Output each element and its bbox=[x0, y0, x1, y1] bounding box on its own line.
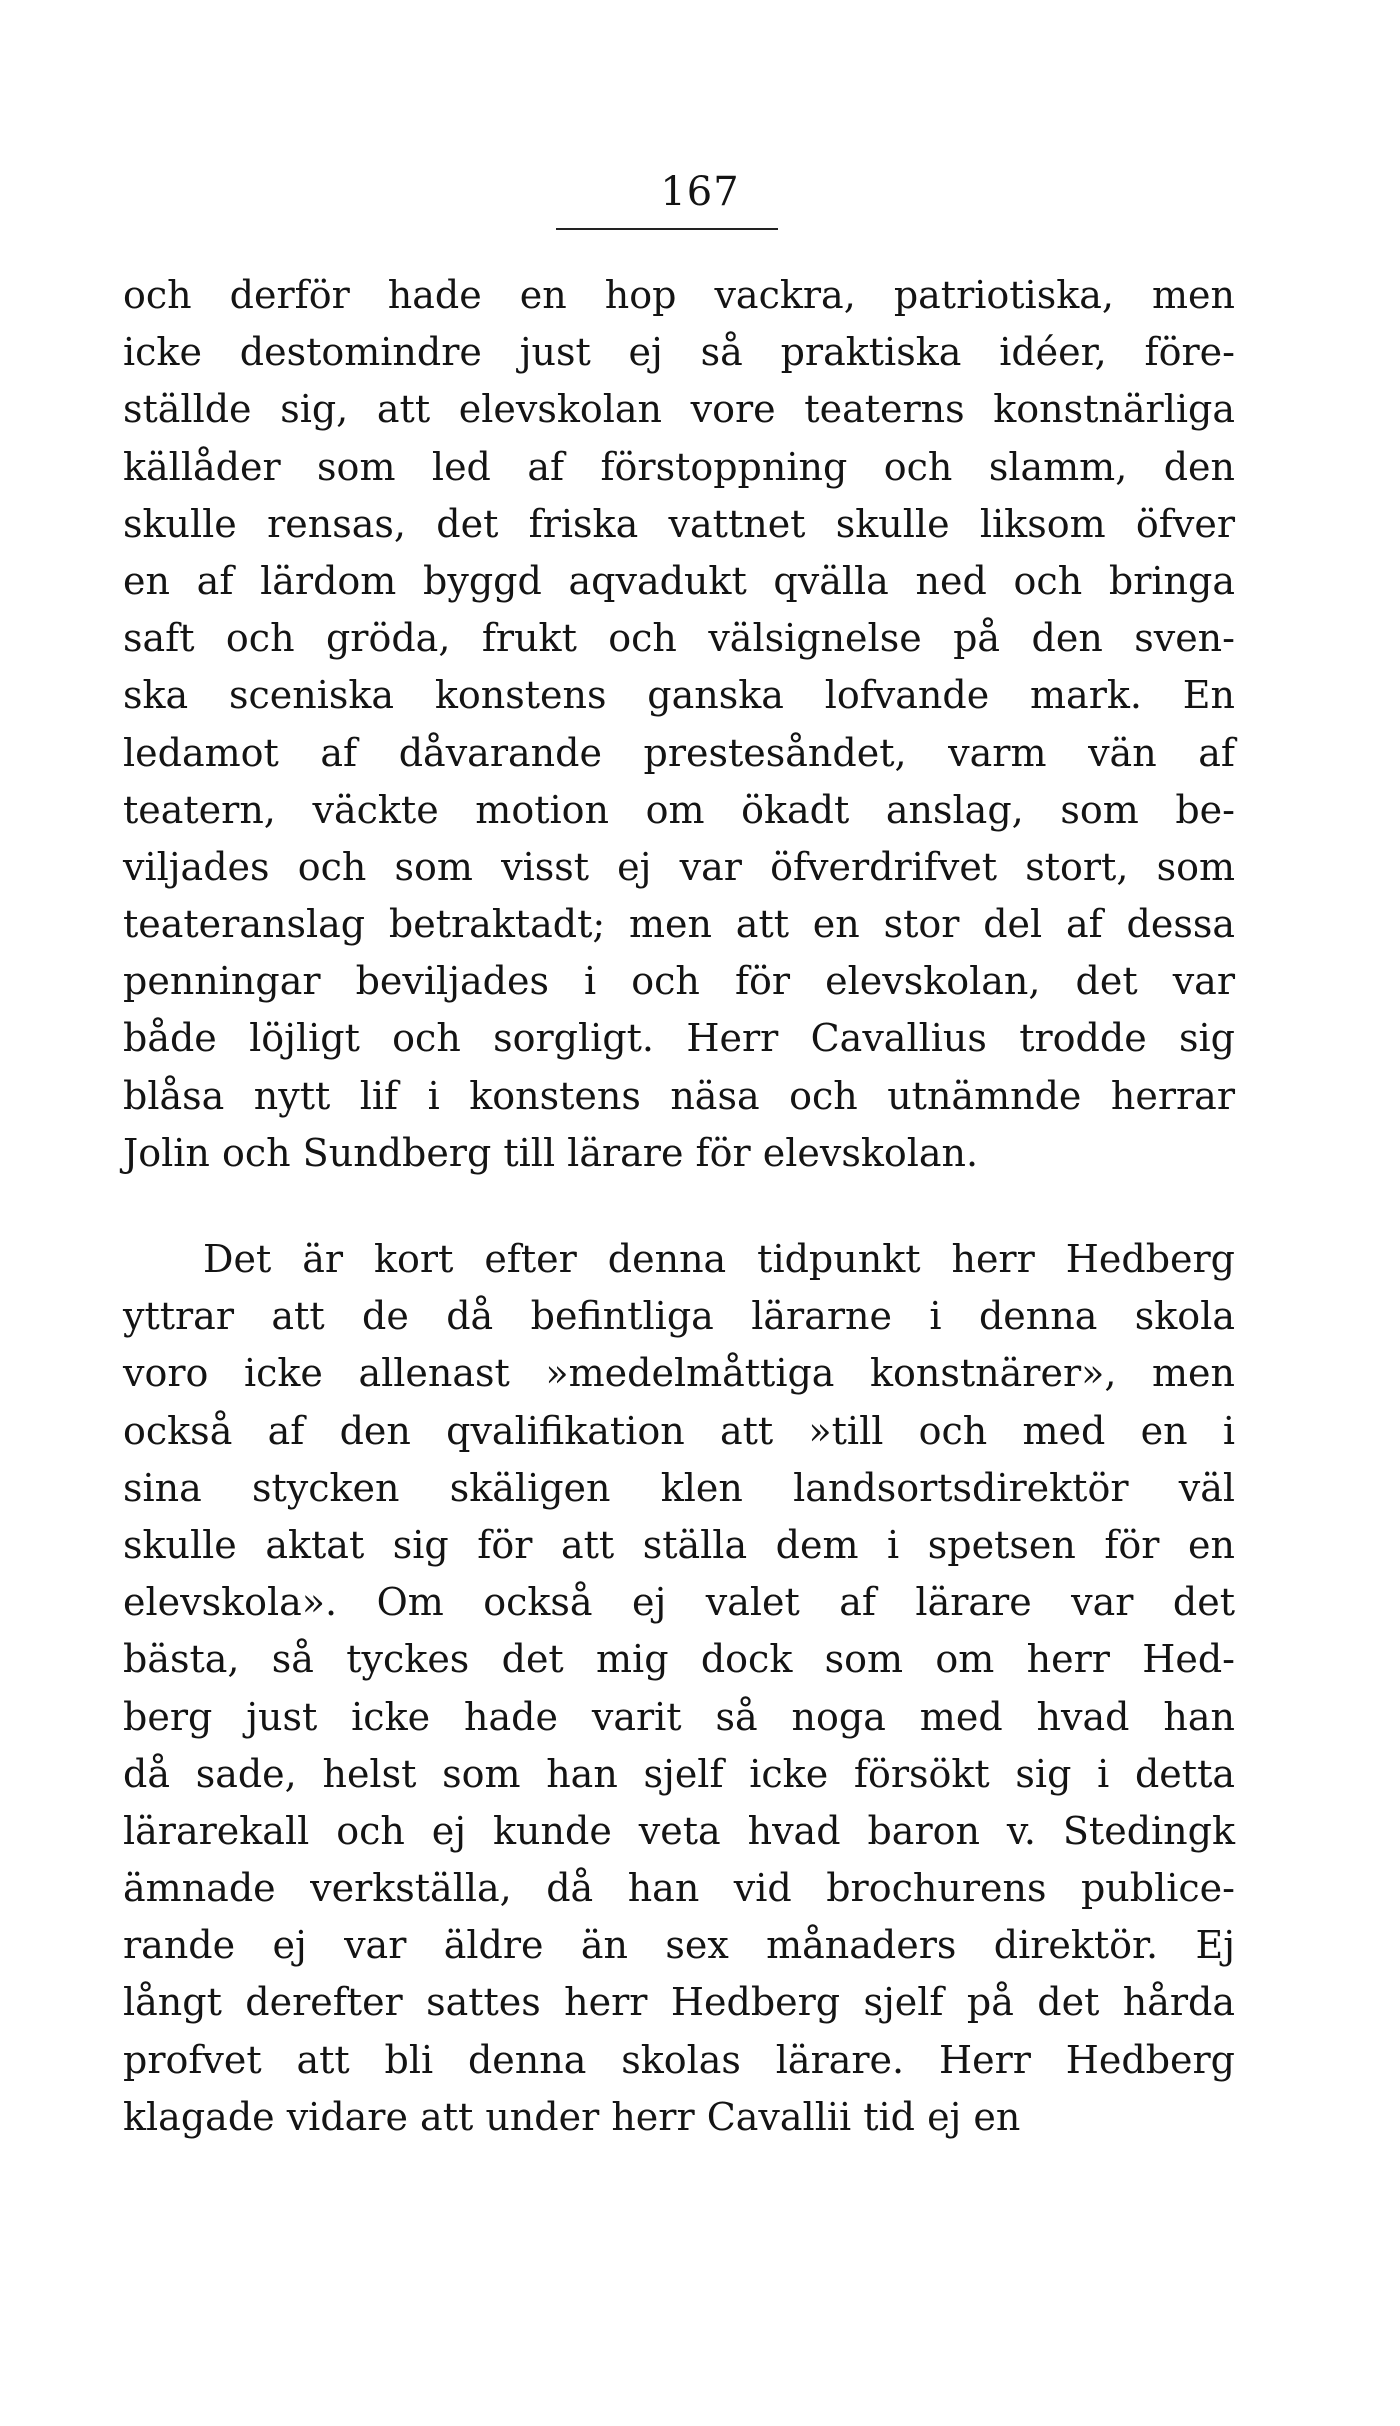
page-number: 167 bbox=[660, 169, 740, 215]
paragraph-2 bbox=[123, 1231, 1235, 2146]
text-line: berg just icke hade varit så noga med hvad han bbox=[123, 1694, 1235, 1739]
text-line: Det är kort efter denna tidpunkt herr Hedberg bbox=[203, 1237, 1235, 1281]
text-line: saft och gröda, frukt och välsignelse på den sven- bbox=[123, 616, 1235, 661]
text-line: penningar beviljades i och för elevskolan, det var bbox=[123, 959, 1235, 1004]
text-line: ledamot af dåvarande prestesåndet, varm vän af bbox=[123, 730, 1235, 775]
text-line: blåsa nytt lif i konstens näsa och utnämnde herrar bbox=[123, 1073, 1235, 1118]
text-line: rande ej var äldre än sex månaders direktör. Ej bbox=[123, 1923, 1235, 1968]
text-line: klagade vidare att under herr Cavallii tid ej en bbox=[123, 2094, 1021, 2139]
text-line: sina stycken skäligen klen landsortsdirektör väl bbox=[123, 1465, 1235, 1510]
text-line: icke destomindre just ej så praktiska idéer, före- bbox=[123, 330, 1235, 375]
paragraph-1 bbox=[123, 267, 1235, 1182]
text-line: källåder som led af förstoppning och slamm, den bbox=[123, 444, 1235, 489]
header-rule bbox=[556, 228, 778, 230]
text-line: voro icke allenast »medelmåttiga konstnärer», men bbox=[123, 1351, 1235, 1396]
text-line: profvet att bli denna skolas lärare. Herr Hedberg bbox=[123, 2037, 1235, 2082]
text-line: ställde sig, att elevskolan vore teaterns konstnärliga bbox=[123, 387, 1235, 432]
text-line: ämnade verkställa, då han vid brochurens publice- bbox=[123, 1866, 1235, 1911]
text-line: yttrar att de då befintliga lärarne i denna skola bbox=[123, 1294, 1235, 1339]
text-line: också af den qvalifikation att »till och med en i bbox=[123, 1408, 1235, 1453]
text-line: då sade, helst som han sjelf icke försökt sig i detta bbox=[123, 1751, 1235, 1796]
text-line: lärarekall och ej kunde veta hvad baron v. Stedingk bbox=[123, 1808, 1235, 1853]
text-line: en af lärdom byggd aqvadukt qvälla ned och bringa bbox=[123, 558, 1235, 603]
text-line: elevskola». Om också ej valet af lärare var det bbox=[123, 1580, 1235, 1625]
text-line: ska sceniska konstens ganska lofvande mark. En bbox=[123, 673, 1235, 718]
text-line: skulle aktat sig för att ställa dem i spetsen för en bbox=[123, 1522, 1235, 1567]
text-line: långt derefter sattes herr Hedberg sjelf på det hårda bbox=[123, 1980, 1235, 2025]
text-line: teatern, väckte motion om ökadt anslag, som be- bbox=[123, 787, 1235, 832]
text-line: både löjligt och sorgligt. Herr Cavallius trodde sig bbox=[123, 1016, 1235, 1061]
text-line: teateranslag betraktadt; men att en stor del af dessa bbox=[123, 902, 1235, 947]
text-line: och derför hade en hop vackra, patriotiska, men bbox=[123, 273, 1235, 317]
text-line: Jolin och Sundberg till lärare för elevskolan. bbox=[123, 1130, 979, 1175]
text-line: viljades och som visst ej var öfverdrifvet stort, som bbox=[123, 844, 1235, 889]
text-line: skulle rensas, det friska vattnet skulle liksom öfver bbox=[123, 501, 1235, 546]
text-line: bästa, så tyckes det mig dock som om herr Hed- bbox=[123, 1637, 1235, 1682]
